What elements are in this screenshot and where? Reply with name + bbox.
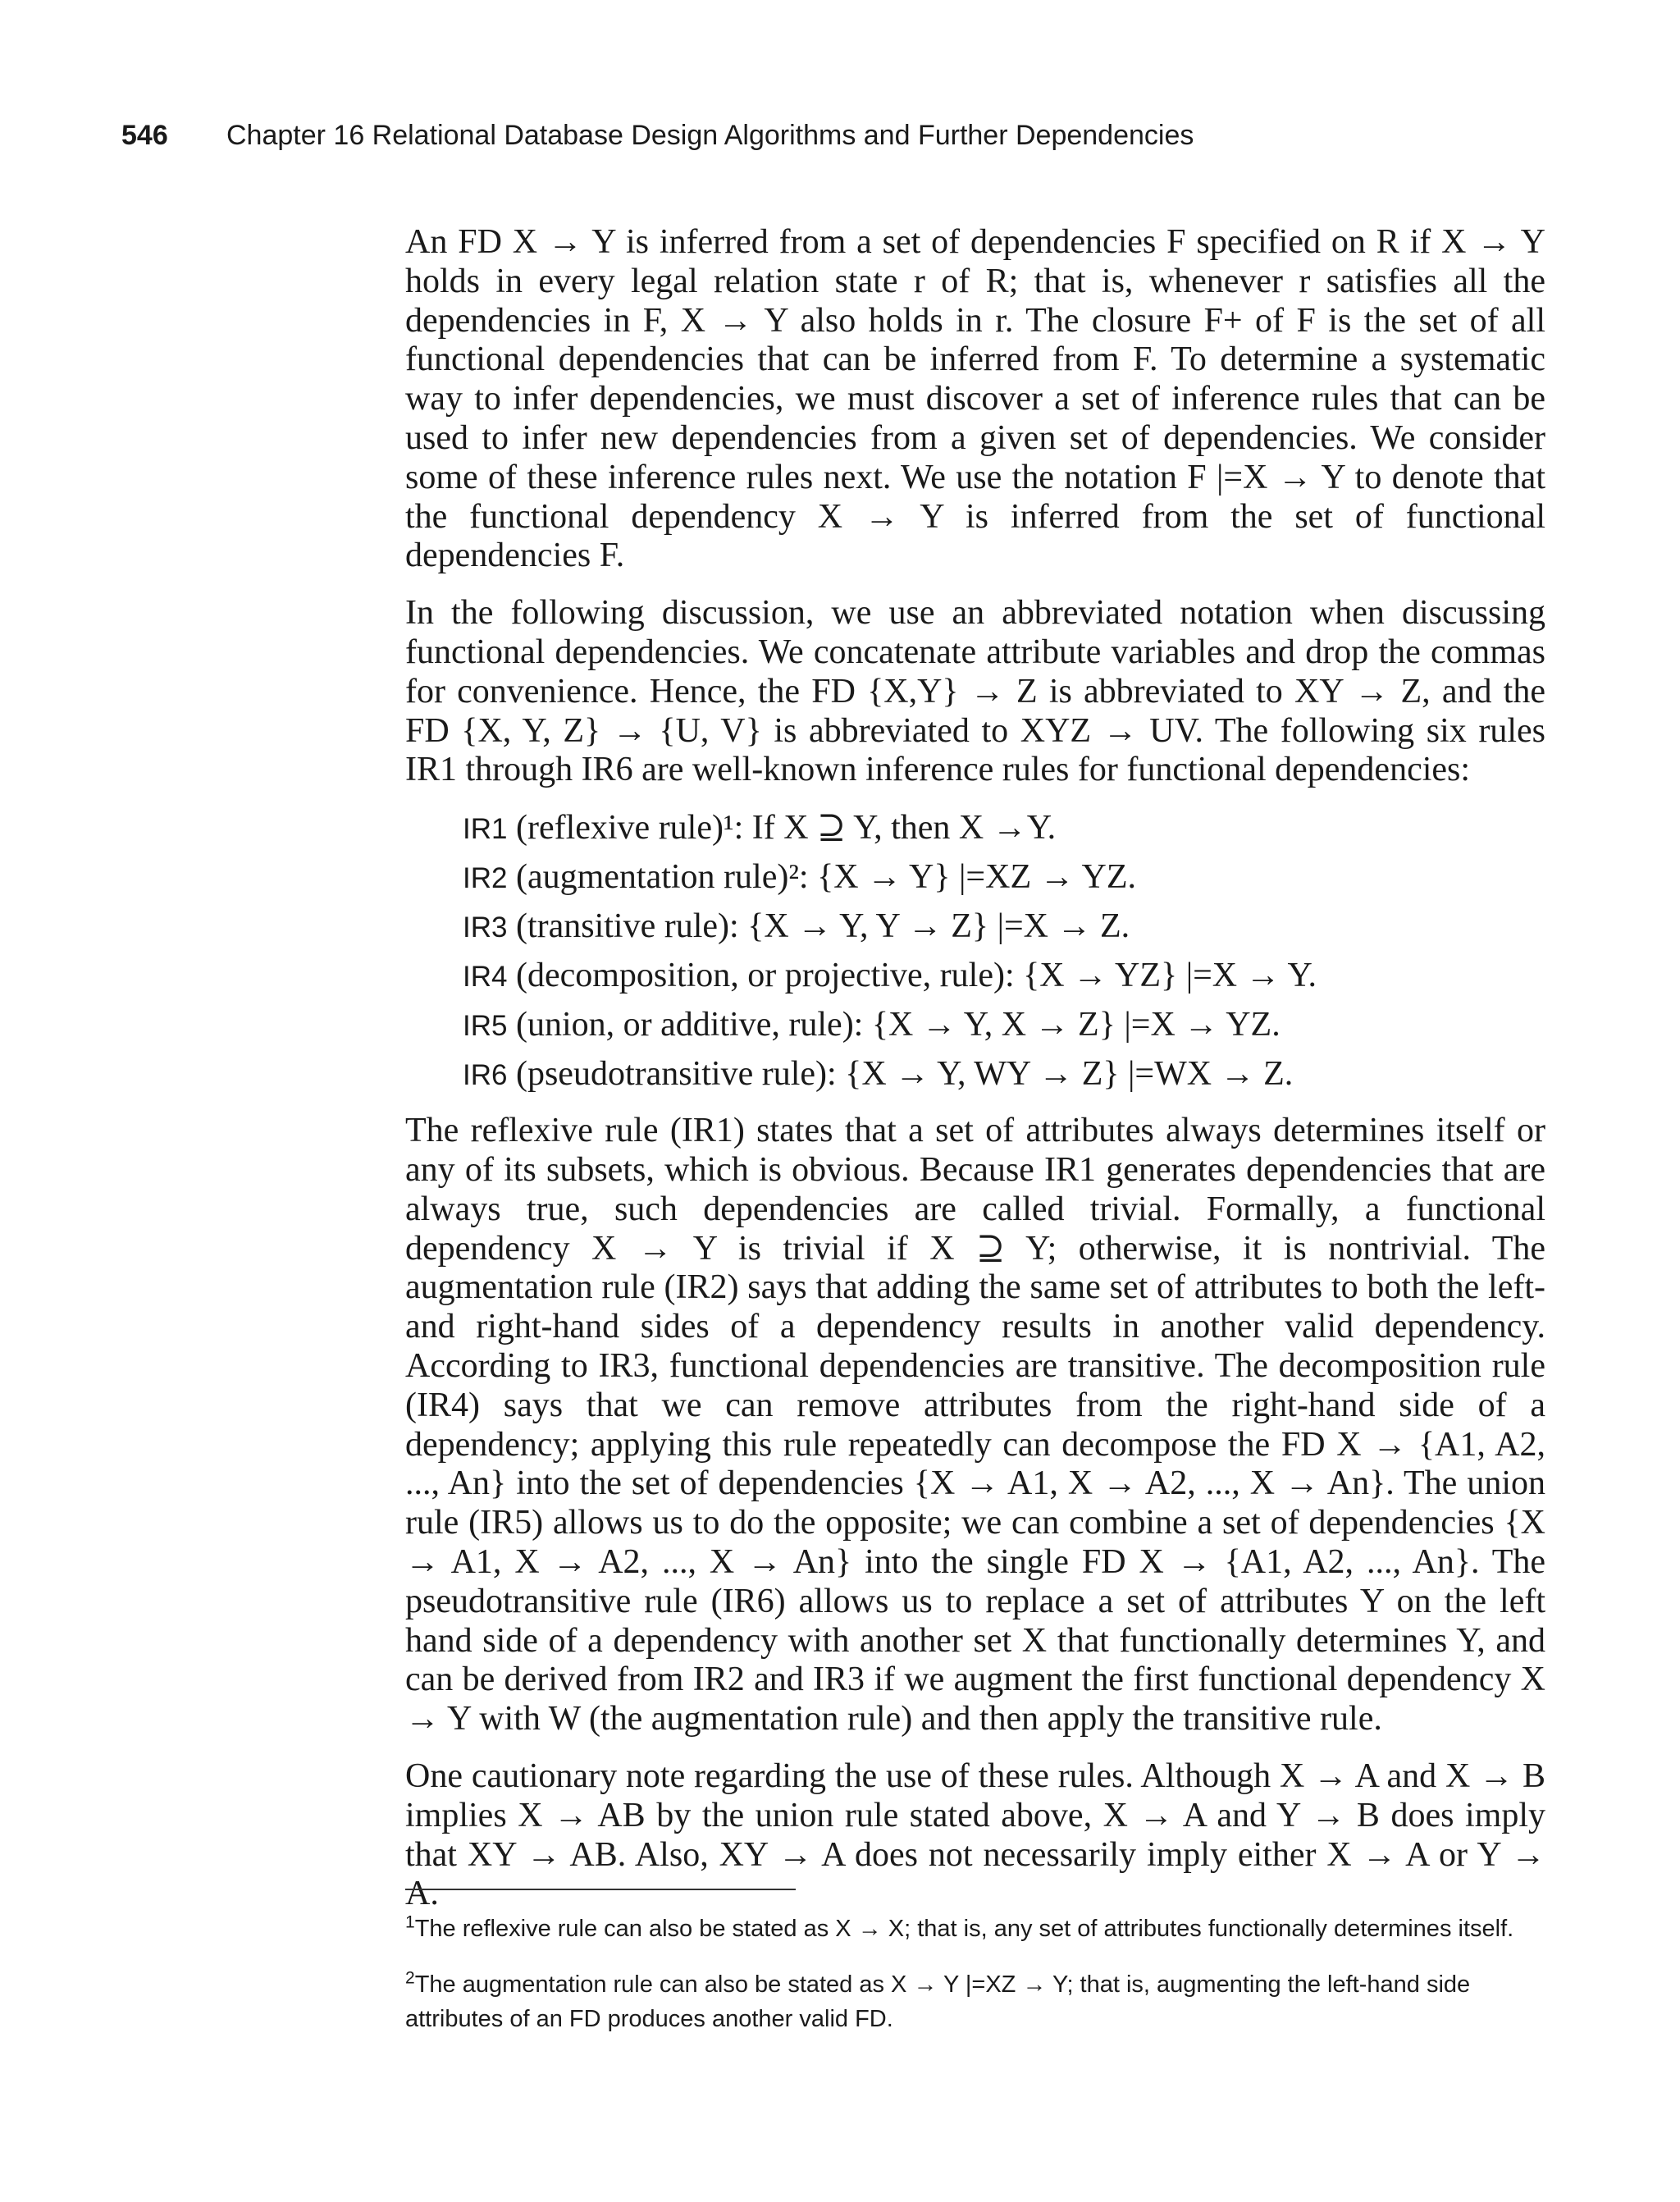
rule-label: IR4 bbox=[463, 961, 508, 994]
paragraph-rule-explanations: The reflexive rule (IR1) states that a set of attributes always determines itself or any of its subsets, which is obvious. Because IR1 generates dependencies that are always true, such dependencies are called trivial. Formally, a functional dependency X → Y is trivial if X ⊇ Y; otherwise, it is nontrivial. The augmentation rule (IR2) says that adding the same set of attributes to both the left- and right-hand sides of a dependency results in another valid dependency. According to IR3, functional dependencies are transitive. The decomposition rule (IR4) says that we can remove attributes from the right-hand side of a dependency; applying this rule repeatedly can decompose the FD X → {A1, A2, ..., An} into the set of dependencies {X → A1, X → A2, ..., X → An}. The union rule (IR5) allows us to do the opposite; we can combine a set of dependencies {X → A1, X → A2, ..., X → An} into the single FD X → {A1, A2, ..., An}. The pseudotransitive rule (IR6) allows us to replace a set of attributes Y on the left hand side of a dependency with another set X that functionally determines Y, and can be derived from IR2 and IR3 if we augment the first functional dependency X → Y with W (the augmentation rule) and then apply the transitive rule. bbox=[405, 1112, 1545, 1738]
footnote-text: The reflexive rule can also be stated as X → X; that is, any set of attributes functionally determines itself. bbox=[414, 1916, 1514, 1942]
rule-label: IR3 bbox=[463, 911, 508, 944]
rule-text: (augmentation rule)²: {X → Y} |=XZ → YZ. bbox=[507, 858, 1137, 897]
running-title: Chapter 16 Relational Database Design Algorithms and Further Dependencies bbox=[226, 120, 1194, 151]
rule-item bbox=[463, 907, 1545, 948]
footnote-mark: 2 bbox=[405, 1968, 415, 1988]
rule-item bbox=[463, 857, 1545, 898]
paragraph-inferred-fd: An FD X → Y is inferred from a set of dependencies F specified on R if X → Y holds in every legal relation state r of R; that is, whenever r satisfies all the dependencies in F, X → Y also holds in r. The closure F+ of F is the set of all functional dependencies that can be inferred from F. To determine a systematic way to infer dependencies, we must discover a set of inference rules that can be used to infer new dependencies from a given set of dependencies. We consider some of these inference rules next. We use the notation F |=X → Y to denote that the functional dependency X → Y is inferred from the set of functional dependencies F. bbox=[405, 223, 1545, 575]
footnote-divider bbox=[405, 1889, 796, 1890]
rule-item bbox=[463, 956, 1545, 997]
rule-label: IR1 bbox=[463, 813, 508, 846]
rule-text: (union, or additive, rule): {X → Y, X → Z} |=X → YZ. bbox=[507, 1006, 1281, 1044]
rule-text: (pseudotransitive rule): {X → Y, WY → Z} |=WX → Z. bbox=[507, 1055, 1294, 1094]
rule-label: IR6 bbox=[463, 1059, 508, 1092]
rule-item bbox=[463, 1005, 1545, 1046]
rule-text: (transitive rule): {X → Y, Y → Z} |=X → Z. bbox=[507, 907, 1130, 946]
rule-label: IR5 bbox=[463, 1010, 508, 1043]
footnote-mark: 1 bbox=[405, 1912, 415, 1932]
body-text bbox=[405, 223, 1545, 1932]
footnote-text: The augmentation rule can also be stated as X → Y |=XZ → Y; that is, augmenting the left-hand side attributes of an FD produces another valid FD. bbox=[405, 1971, 1471, 2032]
paragraph-abbreviated-notation: In the following discussion, we use an abbreviated notation when discussing functional dependencies. We concatenate attribute variables and drop the commas for convenience. Hence, the FD {X,Y} → Z is abbreviated to XY → Z, and the FD {X, Y, Z} → {U, V} is abbreviated to XYZ → UV. The following six rules IR1 through IR6 are well-known inference rules for functional dependencies: bbox=[405, 594, 1545, 789]
running-head bbox=[121, 120, 1194, 152]
footnotes bbox=[405, 1912, 1537, 2058]
paragraph-cautionary-note: One cautionary note regarding the use of these rules. Although X → A and X → B implies X → AB by the union rule stated above, X → A and Y → B does imply that XY → AB. Also, XY → A does not necessarily imply either X → A or Y → A. bbox=[405, 1757, 1545, 1913]
inference-rules-list bbox=[463, 808, 1545, 1095]
footnote-1 bbox=[405, 1912, 1537, 1946]
rule-item bbox=[463, 808, 1545, 849]
footnote-2 bbox=[405, 1967, 1537, 2036]
rule-label: IR2 bbox=[463, 862, 508, 895]
page-number: 546 bbox=[121, 120, 168, 151]
rule-text: (reflexive rule)¹: If X ⊇ Y, then X →Y. bbox=[507, 809, 1057, 847]
rule-text: (decomposition, or projective, rule): {X → YZ} |=X → Y. bbox=[507, 957, 1317, 995]
rule-item bbox=[463, 1054, 1545, 1095]
